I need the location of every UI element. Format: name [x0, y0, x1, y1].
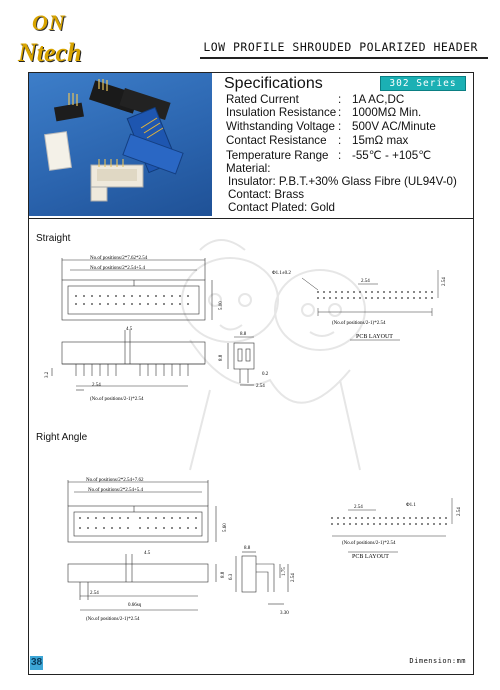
right-angle-side-view: [228, 538, 303, 618]
right-angle-drawing: [30, 470, 230, 625]
material-line: Insulator: P.B.T.+30% Glass Fibre (UL94V-0): [228, 175, 457, 188]
spec-value: 1A AC,DC: [352, 93, 405, 106]
dimension-unit: Dimension:mm: [409, 657, 466, 665]
dim-ra-bottom: (No.of positions/2-1)*2.54: [86, 617, 140, 622]
dim-ra-side-330: 3.30: [280, 611, 289, 616]
page-title: LOW PROFILE SHROUDED POLARIZED HEADER: [203, 40, 478, 54]
dim-straight-pcb-side: 2.54: [442, 277, 447, 286]
spec-row: [226, 134, 408, 147]
dim-straight-height: 5.00: [219, 301, 224, 310]
dim-ra-side-63: 6.3: [229, 573, 234, 580]
spec-label: Rated Current: [226, 93, 299, 106]
section-straight-label: Straight: [36, 233, 71, 244]
material-line: Contact Plated: Gold: [228, 201, 335, 214]
dim-ra-side-175: 1.75: [282, 567, 287, 576]
spec-value: 500V AC/Minute: [352, 120, 436, 133]
spec-label: Contact Resistance: [226, 134, 327, 147]
dim-straight-pcb-bottom: (No.of positions/2-1)*2.54: [332, 321, 386, 326]
straight-drawing: [30, 250, 230, 410]
series-badge: 302 Series: [380, 76, 466, 91]
spec-row: [226, 120, 436, 133]
dim-straight-side-88: 8.8: [240, 332, 247, 337]
spec-value: 15mΩ max: [352, 134, 409, 147]
dim-ra-pcb-hole: Φ1.1: [406, 503, 416, 508]
dim-straight-32: 3.2: [45, 371, 50, 378]
spec-row: [226, 106, 421, 119]
dim-straight-pcb-hole: Φ1.1±0.2: [272, 271, 291, 276]
connector-photo-illustration: [29, 73, 212, 216]
straight-pcb-layout-label: PCB LAYOUT: [356, 334, 393, 340]
dim-ra-top2: No.of positions/2*2.54+5.4: [88, 488, 144, 493]
header-rule: [200, 57, 488, 59]
dim-ra-height: 5.60: [223, 523, 228, 532]
dim-straight-45: 4.5: [126, 327, 133, 332]
dim-ra-side-88: 8.8: [244, 546, 251, 551]
dim-straight-side-254: 2.54: [256, 384, 265, 389]
dim-ra-pcb-bottom: (No.of positions/2-1)*2.54: [342, 541, 396, 546]
spec-sep: :: [338, 93, 342, 106]
spec-row: [226, 149, 431, 162]
straight-pcb-layout: [268, 262, 448, 357]
dim-straight-254: 2.54: [92, 383, 101, 388]
dim-straight-02: 0.2: [262, 372, 269, 377]
spec-label: Withstanding Voltage: [226, 120, 335, 133]
dim-ra-45: 4.5: [144, 551, 151, 556]
spec-label: Insulation Resistance: [226, 106, 337, 119]
spec-sep: :: [338, 120, 342, 133]
dim-ra-pcb-side: 2.54: [457, 507, 462, 516]
spec-sep: :: [338, 149, 342, 162]
material-title: Material:: [226, 162, 271, 175]
dim-straight-bottom: (No.of positions/2-1)*2.54: [90, 397, 144, 402]
dim-ra-066: 0.66sq: [128, 603, 142, 608]
spec-row: [226, 93, 404, 106]
product-photo: [29, 73, 212, 216]
page-number: 38: [30, 657, 43, 668]
spec-title: Specifications: [224, 75, 323, 92]
ra-pcb-layout-label: PCB LAYOUT: [352, 554, 389, 560]
dim-straight-top1: No.of positions/2*7.62*2.54: [90, 256, 148, 261]
spec-value: 1000MΩ Min.: [352, 106, 422, 119]
material-line: Contact: Brass: [228, 188, 305, 201]
spec-sep: :: [338, 106, 342, 119]
spec-label: Temperature Range: [226, 149, 329, 162]
dim-ra-top1: No.of positions/2*2.54+7.62: [86, 478, 144, 483]
dim-ra-side-254: 2.54: [291, 573, 296, 582]
dim-straight-top2: No.of positions/2*2.54+5.4: [90, 266, 146, 271]
dim-ra-254: 2.54: [90, 591, 99, 596]
dim-straight-pcb-254: 2.54: [361, 279, 370, 284]
right-angle-pcb-layout: [318, 494, 468, 564]
section-right-angle-label: Right Angle: [36, 432, 88, 443]
dim-ra-pcb-254: 2.54: [354, 505, 363, 510]
dim-ra-88: 8.8: [221, 571, 226, 578]
spec-value: -55℃ - +105℃: [352, 149, 432, 162]
brand-logo-top: ON: [32, 10, 66, 35]
spec-sep: :: [338, 134, 342, 147]
dim-straight-side-88b: 8.8: [219, 354, 224, 361]
brand-logo-bottom: Ntech: [18, 38, 82, 67]
